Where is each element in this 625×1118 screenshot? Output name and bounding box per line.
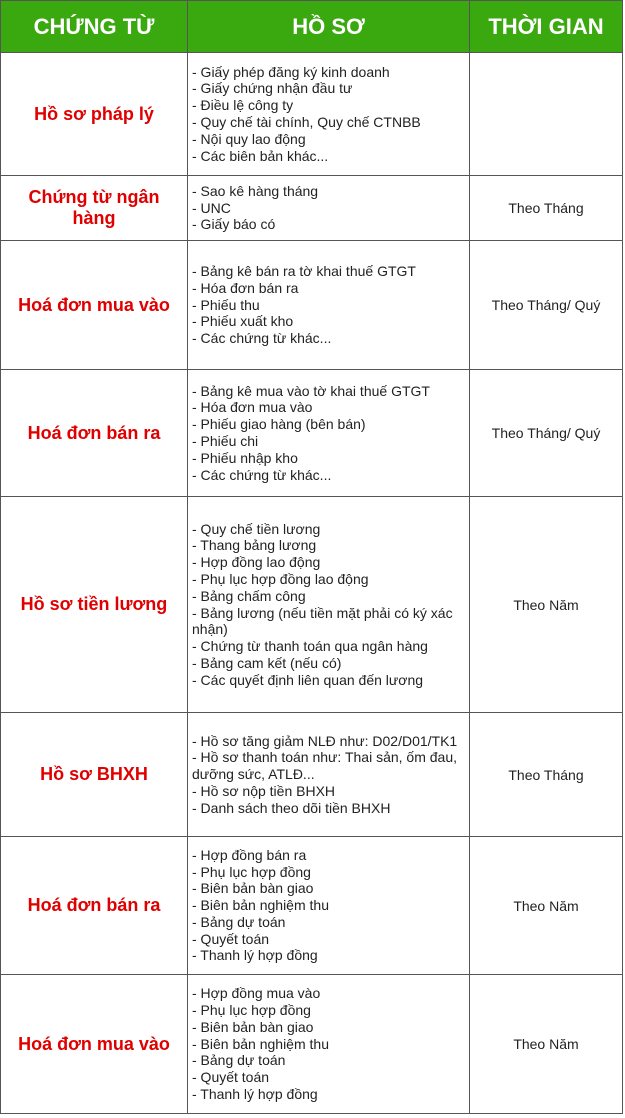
documents-cell: [188, 370, 470, 497]
document-item: - Phụ lục hợp đồng: [192, 863, 311, 880]
document-item: - Bảng kê bán ra tờ khai thuế GTGT: [192, 263, 416, 279]
time-cell: Theo Tháng: [470, 713, 623, 837]
document-item: - UNC: [192, 199, 231, 216]
document-item: - Giấy chứng nhận đầu tư: [192, 80, 353, 97]
document-item: - Biên bản nghiệm thu: [192, 897, 329, 914]
document-item: - Thanh lý hợp đồng: [192, 947, 318, 964]
document-item: - Biên bản bàn giao: [192, 1018, 314, 1035]
header-row: [1, 1, 623, 53]
table-row: [1, 497, 623, 713]
document-item: - Quy chế tiền lương: [192, 520, 321, 537]
time-cell: Theo Tháng: [470, 176, 623, 241]
category-cell: Hoá đơn bán ra: [1, 370, 188, 497]
time-cell: Theo Năm: [470, 497, 623, 713]
document-item: - Các quyết định liên quan đến lương: [192, 671, 424, 688]
document-item: - Hóa đơn bán ra: [192, 279, 299, 296]
header-ho-so: HỒ SƠ: [188, 1, 470, 53]
document-item: - Sao kê hàng tháng: [192, 182, 319, 199]
document-item: - Các chứng từ khác...: [192, 466, 332, 483]
document-item: - Phiếu nhập kho: [192, 449, 298, 466]
document-item: - Nội quy lao động: [192, 130, 306, 147]
document-item: - Bảng kê mua vào tờ khai thuế GTGT: [192, 382, 430, 399]
document-item: - Bảng dự toán: [192, 913, 286, 930]
document-item: - Bảng cam kết (nếu có): [192, 654, 342, 671]
documents-cell: [188, 837, 470, 975]
category-cell: Hoá đơn mua vào: [1, 241, 188, 370]
document-item: - Hồ sơ thanh toán như: Thai sản, ốm đau, dưỡng sức, ATLĐ...: [192, 749, 458, 783]
table-row: [1, 975, 623, 1114]
documents-cell: [188, 241, 470, 370]
time-cell: Theo Năm: [470, 837, 623, 975]
document-item: - Hợp đồng lao động: [192, 554, 321, 571]
document-item: - Phụ lục hợp đồng lao động: [192, 570, 369, 587]
document-item: - Phiếu chi: [192, 433, 259, 449]
document-item: - Giấy báo có: [192, 216, 276, 233]
document-item: - Phiếu thu: [192, 296, 260, 313]
document-item: - Phiếu xuất kho: [192, 313, 294, 330]
documents-cell: [188, 975, 470, 1114]
document-item: - Quyết toán: [192, 1069, 270, 1086]
documents-cell: [188, 53, 470, 176]
category-cell: Hồ sơ pháp lý: [1, 53, 188, 176]
document-item: - Biên bản bàn giao: [192, 880, 314, 897]
document-item: - Điều lệ công ty: [192, 97, 294, 114]
document-item: - Hợp đồng mua vào: [192, 985, 321, 1002]
document-item: - Hợp đồng bán ra: [192, 846, 307, 863]
category-cell: Hồ sơ tiền lương: [1, 497, 188, 713]
document-item: - Quyết toán: [192, 930, 270, 947]
document-item: - Phiếu giao hàng (bên bán): [192, 416, 366, 433]
header-chung-tu: CHỨNG TỪ: [1, 1, 188, 53]
category-cell: Hoá đơn mua vào: [1, 975, 188, 1114]
document-item: - Bảng chấm công: [192, 587, 306, 604]
document-item: - Hồ sơ nộp tiền BHXH: [192, 782, 336, 799]
category-cell: Chứng từ ngân hàng: [1, 176, 188, 241]
documents-cell: [188, 176, 470, 241]
time-cell: Theo Năm: [470, 975, 623, 1114]
table-row: [1, 713, 623, 837]
table-row: [1, 241, 623, 370]
document-item: - Bảng lương (nếu tiền mặt phải có ký xác nhận): [192, 604, 453, 638]
category-cell: Hồ sơ BHXH: [1, 713, 188, 837]
documents-cell: [188, 497, 470, 713]
document-item: - Chứng từ thanh toán qua ngân hàng: [192, 638, 428, 655]
document-item: - Thanh lý hợp đồng: [192, 1085, 318, 1102]
document-item: - Các chứng từ khác...: [192, 330, 332, 347]
table-row: [1, 837, 623, 975]
document-item: - Hóa đơn mua vào: [192, 399, 313, 416]
category-cell: Hoá đơn bán ra: [1, 837, 188, 975]
time-cell: Theo Tháng/ Quý: [470, 241, 623, 370]
document-item: - Các biên bản khác...: [192, 147, 329, 164]
table-row: [1, 176, 623, 241]
document-item: - Thang bảng lương: [192, 537, 317, 554]
document-item: - Phụ lục hợp đồng: [192, 1002, 311, 1018]
time-cell: Theo Tháng/ Quý: [470, 370, 623, 497]
document-item: - Hồ sơ tăng giảm NLĐ như: D02/D01/TK1: [192, 732, 458, 749]
table-row: [1, 370, 623, 497]
document-item: - Giấy phép đăng ký kinh doanh: [192, 63, 390, 80]
document-item: - Danh sách theo dõi tiền BHXH: [192, 799, 391, 816]
document-item: - Biên bản nghiệm thu: [192, 1035, 329, 1052]
document-item: - Bảng dự toán: [192, 1052, 286, 1069]
documents-cell: [188, 713, 470, 837]
table-row: [1, 53, 623, 176]
time-cell: [470, 53, 623, 176]
header-thoi-gian: THỜI GIAN: [470, 1, 623, 53]
document-item: - Quy chế tài chính, Quy chế CTNBB: [192, 114, 421, 130]
